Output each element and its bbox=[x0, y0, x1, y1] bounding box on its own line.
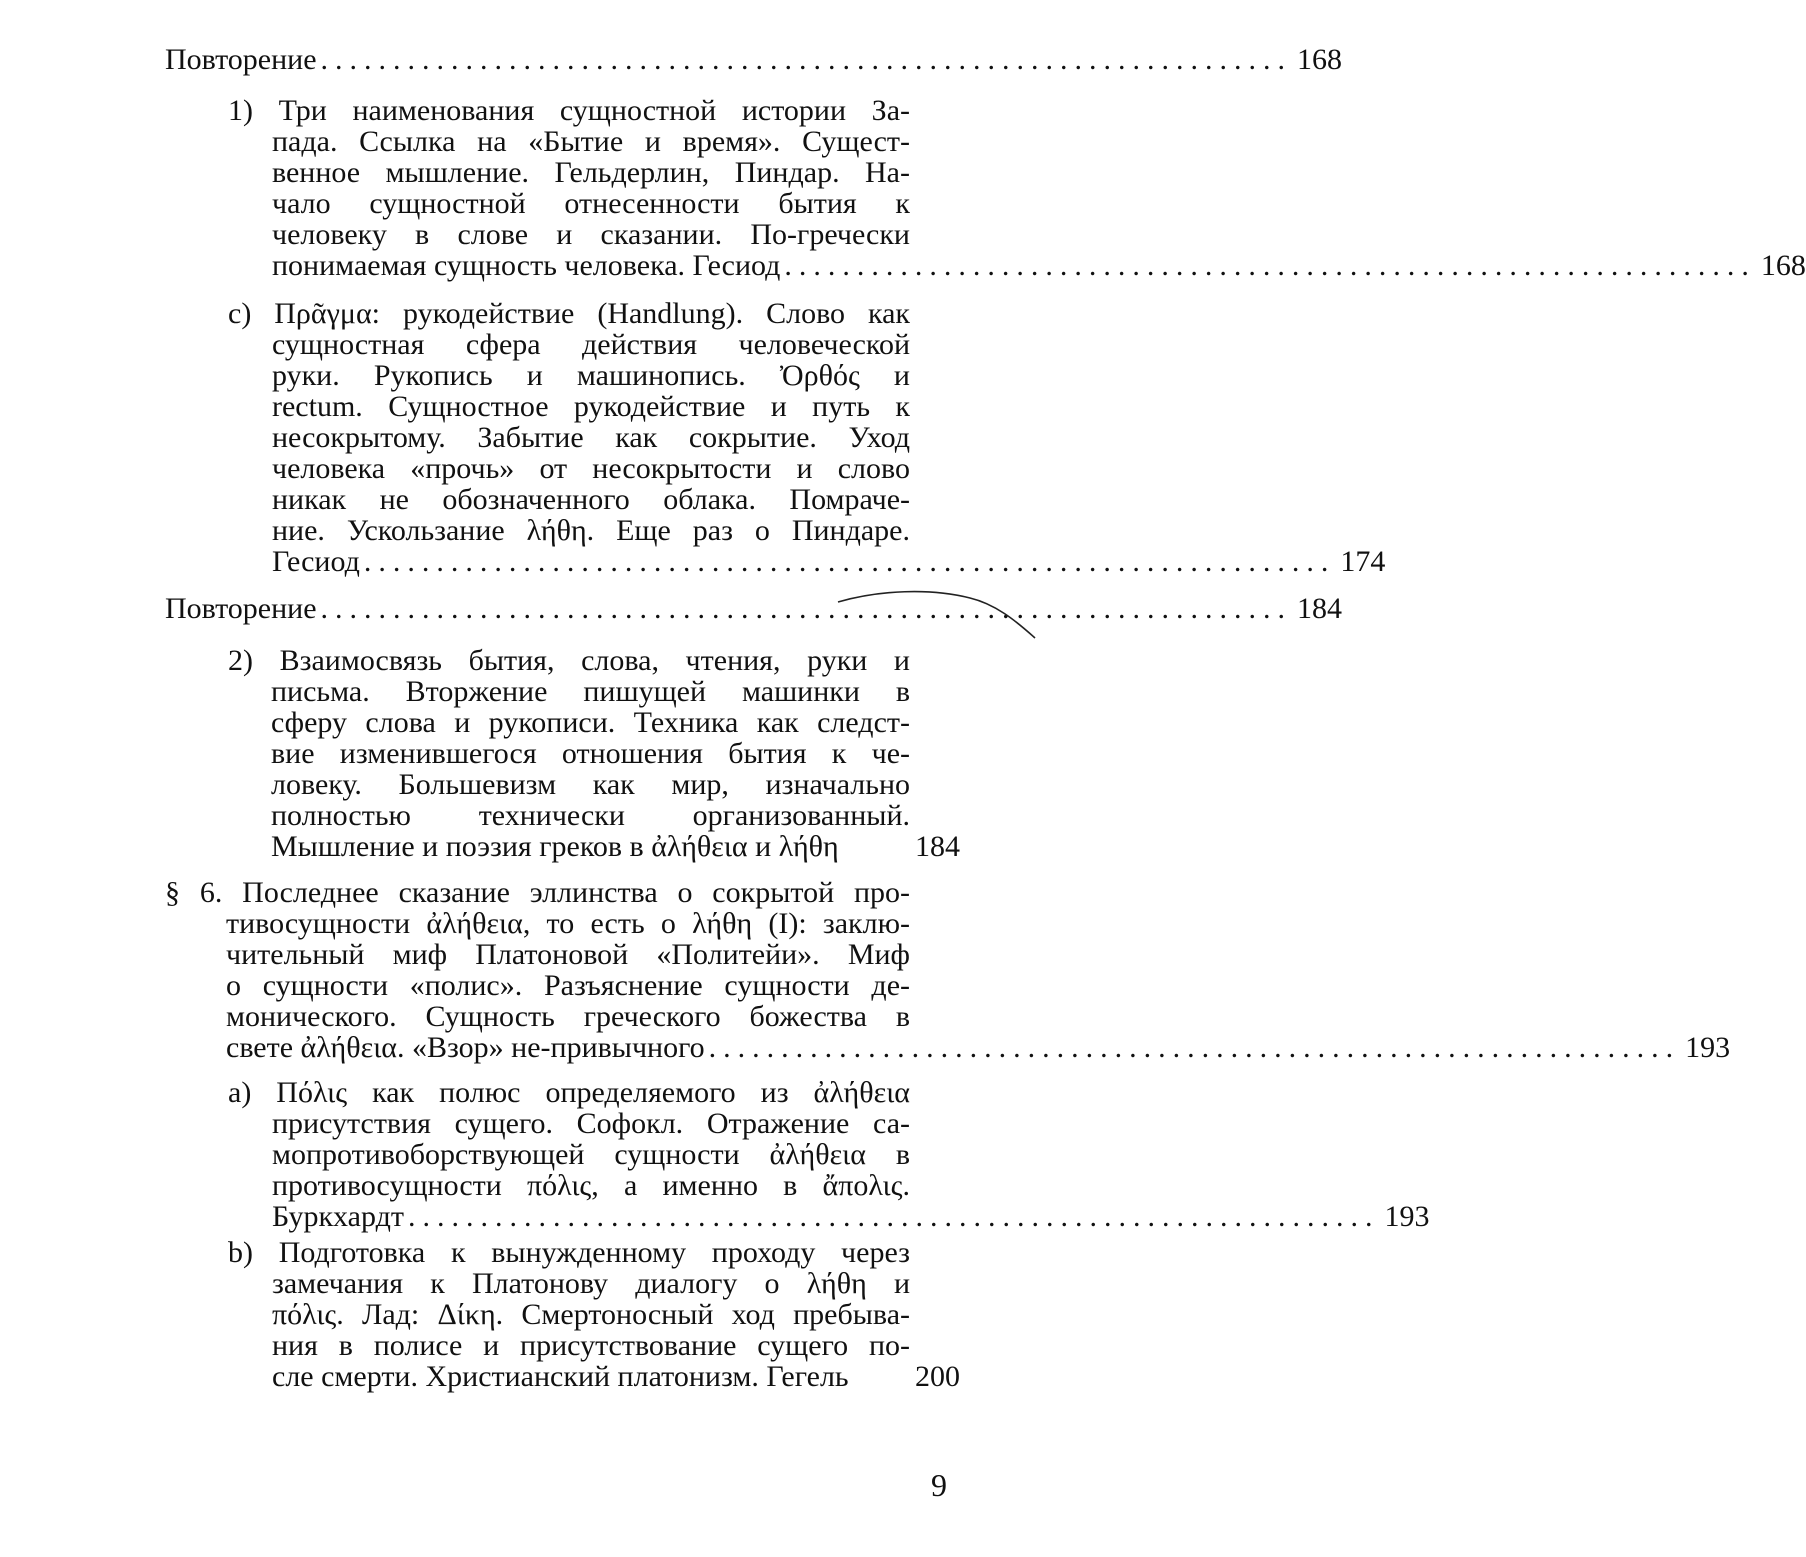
entry-line: пада. Ссылка на «Бытие и время». Сущест- bbox=[272, 125, 910, 158]
entry-line: § 6. Последнее сказание эллинства о сокрытой про- bbox=[165, 876, 910, 909]
toc-entry-2 bbox=[228, 645, 960, 862]
entry-line: сферу слова и рукописи. Техника как следст- bbox=[271, 706, 910, 739]
entry-line: никак не обозначенного облака. Помраче- bbox=[272, 483, 910, 516]
toc-entry-c bbox=[228, 297, 1386, 578]
entry-line: Буркхардт bbox=[272, 1200, 404, 1233]
toc-section-6 bbox=[165, 876, 1731, 1064]
entry-line: руки. Рукопись и машинопись. Ὀρθός и bbox=[272, 359, 910, 392]
entry-line: человеку в слове и сказании. По-гречески bbox=[272, 218, 910, 251]
entry-line: вие изменившегося отношения бытия к че- bbox=[271, 737, 910, 770]
leader-dots: ................................................................... bbox=[784, 249, 1756, 282]
entry-line: чительный миф Платоновой «Политейи». Миф bbox=[226, 938, 910, 971]
entry-line: человека «прочь» от несокрытости и слово bbox=[272, 452, 910, 485]
entry-line: ния в полисе и присутствование сущего по- bbox=[272, 1329, 910, 1362]
page-number: 193 bbox=[1384, 1200, 1430, 1233]
entry-line: письма. Вторжение пишущей машинки в bbox=[271, 675, 910, 708]
entry-line: сущностная сфера действия человеческой bbox=[272, 328, 910, 361]
toc-entry-b bbox=[228, 1237, 960, 1392]
entry-line: венное мышление. Гельдерлин, Пиндар. На- bbox=[272, 156, 910, 189]
entry-line: ловеку. Большевизм как мир, изначально bbox=[271, 768, 910, 801]
toc-entry-repetition-1 bbox=[165, 43, 1343, 76]
pencil-strike-mark bbox=[830, 586, 1040, 646]
entry-line: замечания к Платонову диалогу о λήθη и bbox=[272, 1267, 910, 1300]
entry-line: чало сущностной отнесенности бытия к bbox=[272, 187, 910, 220]
entry-line: ние. Ускользание λήθη. Еще раз о Пиндаре. bbox=[272, 514, 910, 547]
entry-line: 1) Три наименования сущностной истории За- bbox=[228, 94, 910, 127]
entry-title: Повторение bbox=[165, 592, 317, 625]
entry-line: a) Πόλις как полюс определяемого из ἀλήθεια bbox=[228, 1076, 910, 1109]
toc-entry-1 bbox=[228, 94, 1806, 282]
leader-dots: ................................................................... bbox=[320, 43, 1293, 76]
entry-line: свете ἀλήθεια. «Взор» не-привычного bbox=[226, 1031, 705, 1064]
page-number: 168 bbox=[1760, 249, 1806, 282]
entry-line: о сущности «полис». Разъяснение сущности де- bbox=[226, 969, 910, 1002]
page-number: 184 bbox=[1297, 592, 1343, 625]
page-number: 200 bbox=[915, 1360, 960, 1393]
entry-line: сле смерти. Христианский платонизм. Гегель bbox=[272, 1360, 849, 1393]
entry-line: тивосущности ἀλήθεια, то есть о λήθη (I): заклю- bbox=[226, 907, 910, 940]
entry-line: 2) Взаимосвязь бытия, слова, чтения, руки и bbox=[228, 644, 910, 677]
entry-line: мопротивоборствующей сущности ἀλήθεια в bbox=[272, 1138, 910, 1171]
entry-line: понимаемая сущность человека. Гесиод bbox=[272, 249, 781, 282]
entry-line: rectum. Сущностное рукодействие и путь к bbox=[272, 390, 910, 423]
entry-line: полностью технически организованный. bbox=[271, 799, 910, 832]
entry-line: Мышление и поэзия греков в ἀλήθεια и λήθη bbox=[271, 830, 839, 863]
entry-line: противосущности πόλις, а именно в ἄπολις. bbox=[272, 1169, 910, 1202]
page-number: 168 bbox=[1297, 43, 1343, 76]
page-number: 174 bbox=[1340, 545, 1386, 578]
leader-dots: ................................................................... bbox=[363, 545, 1336, 578]
toc-entry-a bbox=[228, 1076, 1430, 1233]
page-number: 193 bbox=[1685, 1031, 1731, 1064]
leader-dots: ................................................................... bbox=[708, 1031, 1681, 1064]
entry-line: Гесиод bbox=[272, 545, 360, 578]
page-number: 184 bbox=[915, 830, 960, 863]
entry-line: b) Подготовка к вынужденному проходу через bbox=[228, 1236, 910, 1269]
leader-dots: ................................................................... bbox=[320, 592, 1293, 625]
entry-line: присутствия сущего. Софокл. Отражение са- bbox=[272, 1107, 910, 1140]
entry-title: Повторение bbox=[165, 43, 317, 76]
entry-line: πόλις. Лад: Δίκη. Смертоносный ход пребыва- bbox=[272, 1298, 910, 1331]
entry-line: несокрытому. Забытие как сокрытие. Уход bbox=[272, 421, 910, 454]
entry-line: монического. Сущность греческого божества в bbox=[226, 1000, 910, 1033]
page-folio: 9 bbox=[931, 1467, 947, 1503]
entry-line: c) Πρᾶγμα: рукодействие (Handlung). Слово как bbox=[228, 297, 910, 330]
leader-dots: ................................................................... bbox=[407, 1200, 1380, 1233]
